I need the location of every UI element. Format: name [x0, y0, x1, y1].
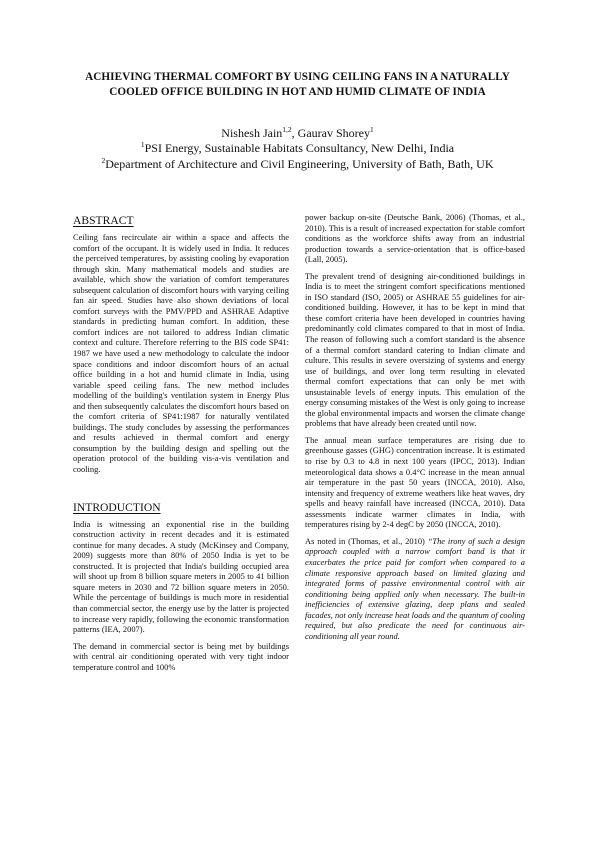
right-paragraph-2: The prevalent trend of designing air-conditioned buildings in India is to meet the stringent comfort specifications mentioned in ISO standard (ISO, 2005) or ASHRAE 55 guidelines for air-conditioned building. However, it has to be kept in mind that these comfort criteria have been developed in countries having predominantly cold climates compared to that in most of India. The reason of following such a comfort standard is the absence of a thermal comfort standard catering to Indian climate and culture. This results in severe oversizing of systems and energy use of buildings, and over long term resulting in elevated thermal comfort expectations that can only be met with unsustainable levels of energy inputs. This emulation of the energy consuming mistakes of the West is only going to increase the global environmental impacts and worsen the climate change problems that have already been created until now. — [305, 270, 525, 429]
affiliation-2: $^2$Department of Architecture and Civil Engineering, University of Bath, Bath, UK — [101, 155, 494, 171]
author-block — [40, 126, 555, 172]
quote-text: “The irony of such a design approach coupled with a narrow comfort band is that it exacerbates the price paid for comfort when compared to a climate responsive approach based on limited glazing and integrated forms of passive environmental control with air conditioning being applied only when necessary. The built-in inefficiencies of extensive glazing, deep plans and sealed facades, not only increase heat loads and the quantum of cooling required, but also predicate the need for continuous air-conditioning all year round. — [305, 535, 525, 641]
abstract-text: Ceiling fans recirculate air within a space and affects the comfort of the occupant. It is widely used in India. It reduces the perceived temperatures, by assisting cooling by evaporation through skin. Many mathematical models and studies are available, which show the variation of comfort temperatures subsequent calculation of discomfort hours with varying ceiling fan air speed. Studies have also shown deviations of local comfort surveys with the PMV/PPD and ASHRAE Adaptive standards in predicting human comfort. In addition, these comfort indices are not tailored to address Indian climatic context and culture. Therefore referring to the BIS code SP41: 1987 we have used a new methodology to calculate the indoor space conditions and indoor discomfort hours of an actual office building in a hot and humid climate in India, using variable speed ceiling fans. The new method includes modelling of the building's ventilation system in Energy Plus and then subsequently calculates the discomfort hours based on the comfort criteria of SP41:1987 for naturally ventilated buildings. The study concludes by assessing the performances and results achieved in thermal comfort and energy consumption by the building design and spelling out the operation protocol of the building vis-a-vis ventilation and cooling. — [73, 232, 289, 475]
abstract-heading: ABSTRACT — [73, 214, 134, 227]
intro-paragraph-1: India is witnessing an exponential rise in the building construction activity in recent decades and it is estimated continue for many decades. A study (McKinsey and Company, 2009) suggests more than 80% of 2050 India is yet to be constructed. It is projected that India's building occupied area will shoot up from 8 billion square meters in 2005 to 41 billion square meters in 2030 and 72 billion square meters in 2050. While the percentage of buildings is much more in residential than commercial sector, the energy use by the latter is projected to increase very rapidly, following the economic transformation patterns (IEA, 2007). — [73, 518, 289, 635]
intro-paragraph-2: The demand in commercial sector is being met by buildings with central air conditioning operated with very tight indoor temperature control and 100% — [73, 640, 289, 672]
right-paragraph-4: As noted in (Thomas, et al., 2010) “The irony of such a design approach coupled with a narrow comfort band is that it exacerbates the price paid for comfort when compared to a climate responsive approach based on limited glazing and integrated forms of passive environmental control with air conditioning being applied only when necessary. The built-in inefficiencies of extensive glazing, deep plans and sealed facades, not only increase heat loads and the quantum of cooling required, but also predicate the need for continuous air-conditioning all year round. — [305, 535, 525, 641]
introduction-heading: INTRODUCTION — [73, 500, 161, 514]
right-paragraph-3: The annual mean surface temperatures are rising due to greenhouse gasses (GHG) concentration increase. It is estimated to rise by 0.3 to 4.8 in next 100 years (IPCC, 2013). Indian meteorological data shows a 0.4°C increase in the mean annual air temperature in the past 50 years (INCCA, 2010). Also, intensity and frequency of extreme weathers like heat waves, dry spells and heavy rainfall have increased (INCCA, 2010). Data assessments indicate warmer climates in India, with temperatures rising by 2-4 degC by 2050 (INCCA, 2010). — [305, 434, 525, 530]
paper-title: ACHIEVING THERMAL COMFORT BY USING CEILING FANS IN A NATURALLY COOLED OFFICE BUILDING IN HOT AND HUMID CLIMATE OF INDIA — [85, 71, 510, 99]
author-names: Nishesh Jain$^{1,2}$, Gaurav Shorey$^1$ — [221, 125, 374, 140]
right-column — [305, 212, 525, 647]
right-paragraph-1: power backup on-site (Deutsche Bank, 2006) (Thomas, et al., 2010). This is a result of increased expectation for stable comfort conditions as the workforce shifts away from an industrial production towards a service-orientation that is office-based (Lall, 2005). — [305, 212, 525, 265]
affiliation-1: $^1$PSI Energy, Sustainable Habitats Consultancy, New Delhi, India — [140, 140, 455, 156]
left-column — [73, 214, 289, 678]
